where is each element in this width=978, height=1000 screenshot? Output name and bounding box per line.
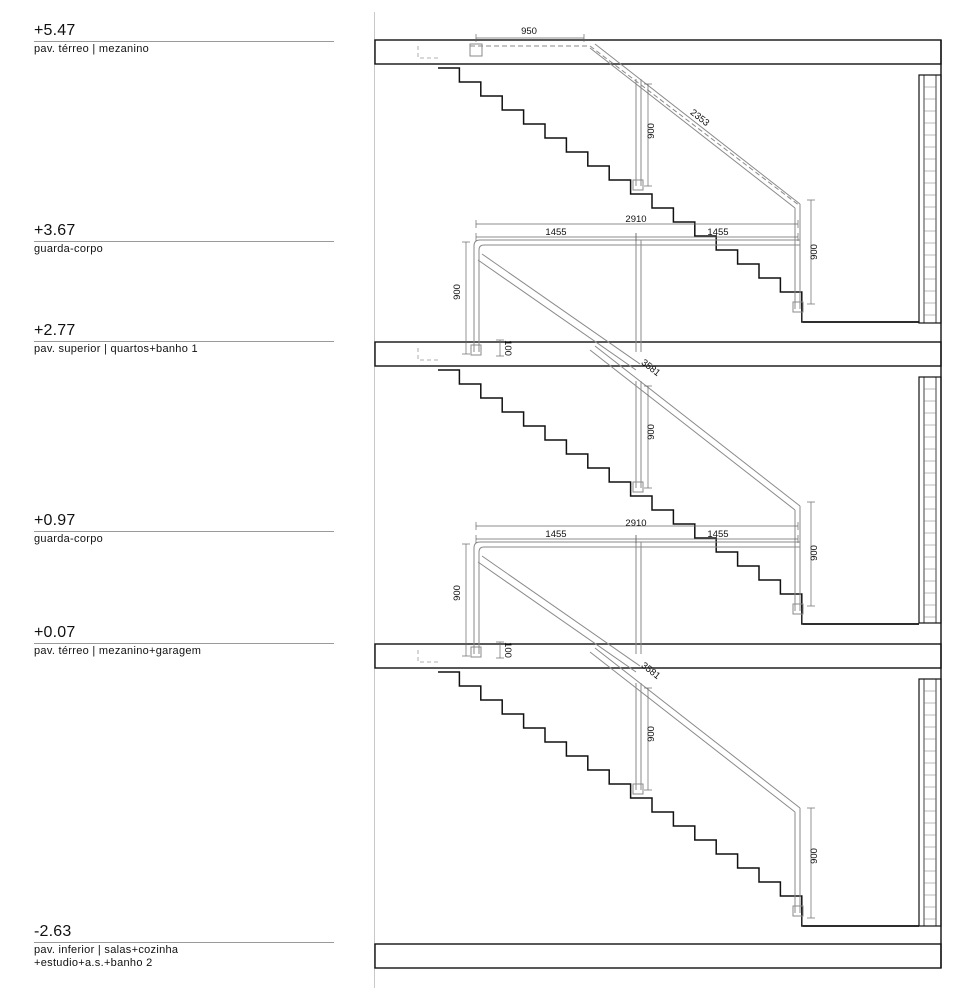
handrail-top-dashed: [470, 46, 800, 206]
level-description: guarda-corpo: [34, 533, 104, 545]
dim-label-height: 900: [452, 585, 463, 601]
dim-label-total-width: 2910: [625, 518, 647, 529]
handrails: [470, 44, 803, 916]
building-structure: [375, 40, 941, 968]
elevation-value: +3.67: [34, 222, 76, 239]
dim-label-half-left: 1455: [545, 227, 567, 238]
elevation-value: +0.07: [34, 624, 76, 641]
dim-label-height: 900: [809, 545, 820, 561]
window-frame: [919, 377, 941, 623]
elevation-value: +2.77: [34, 322, 76, 339]
dashed-opening: [418, 650, 440, 662]
level-description: pav. inferior | salas+cozinha +estudio+a.s.+banho 2: [34, 944, 179, 969]
floor-slab: [375, 944, 941, 968]
dim-label-top-diagonal: 2353: [687, 107, 712, 129]
elevation-value: +5.47: [34, 22, 76, 39]
dim-label-height: 900: [646, 424, 657, 440]
dim-label-top-opening: 950: [521, 26, 537, 37]
level-description: guarda-corpo: [34, 243, 104, 255]
dim-label-height: 900: [646, 726, 657, 742]
dim-label-total-width: 2910: [625, 214, 647, 225]
handrail-top: [590, 652, 795, 812]
level-description: pav. térreo | mezanino+garagem: [34, 645, 202, 657]
handrail-lower: [478, 562, 636, 672]
dim-label-diagonal: 3581: [638, 660, 663, 682]
floor-slab: [375, 644, 941, 668]
guardrail: [479, 245, 800, 352]
dim-label-small: 100: [502, 642, 513, 658]
dim-label-height: 900: [452, 284, 463, 300]
dim-label-half-right: 1455: [707, 227, 729, 238]
dim-label-half-left: 1455: [545, 529, 567, 540]
window-frame: [919, 75, 941, 323]
floor-slab: [375, 342, 941, 366]
handrail-lower: [478, 260, 636, 370]
dim-label-height: 900: [809, 848, 820, 864]
dim-label-small: 100: [502, 340, 513, 356]
level-description: pav. superior | quartos+banho 1: [34, 343, 198, 355]
stair-flights: [438, 68, 919, 926]
level-description: pav. térreo | mezanino: [34, 43, 150, 55]
handrail-top: [590, 48, 795, 208]
stair-landing: [802, 306, 919, 322]
handrail-top: [590, 350, 795, 510]
dim-label-diagonal: 3581: [638, 357, 663, 379]
elevation-value: -2.63: [34, 923, 72, 940]
guardrail: [474, 240, 800, 352]
guardrail: [479, 547, 800, 654]
dashed-opening: [418, 348, 440, 360]
dim-label-half-right: 1455: [707, 529, 729, 540]
window-frame: [919, 679, 941, 926]
dim-label-height: 900: [809, 244, 820, 260]
stair-landing: [802, 910, 919, 926]
elevation-value: +0.97: [34, 512, 76, 529]
guardrail: [474, 542, 800, 654]
dashed-opening: [418, 46, 440, 58]
floor-slab: [375, 40, 941, 64]
dim-label-height: 900: [646, 123, 657, 139]
stair-landing: [802, 608, 919, 624]
stair-flight: [438, 672, 802, 910]
